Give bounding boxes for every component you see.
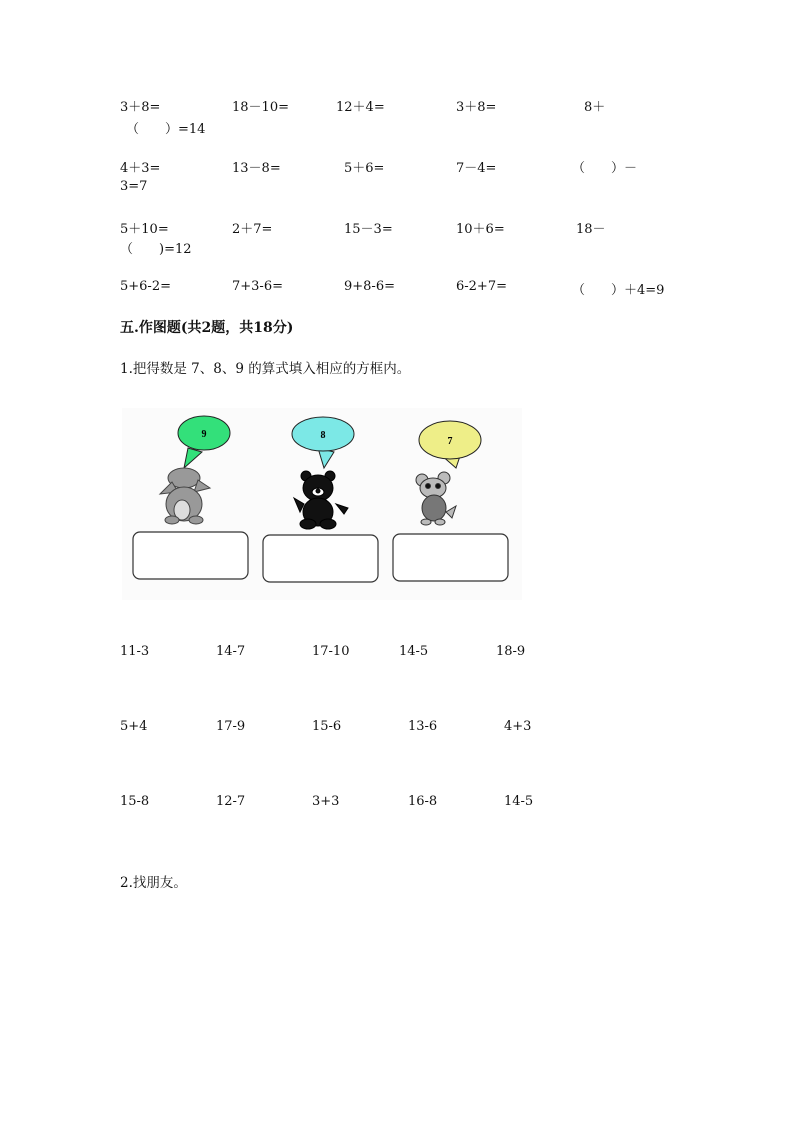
expression: 5+4 bbox=[120, 719, 148, 734]
expression: 17-9 bbox=[216, 719, 246, 734]
answer-box-7[interactable] bbox=[393, 534, 508, 581]
problem: 13－8= bbox=[232, 161, 281, 176]
problem: 12＋4= bbox=[336, 100, 385, 115]
bubble-label: 9 bbox=[201, 429, 207, 440]
problem: 6-2+7= bbox=[456, 279, 507, 294]
problem: 4＋3= bbox=[120, 161, 161, 176]
expression: 12-7 bbox=[216, 794, 246, 809]
expression: 15-8 bbox=[120, 794, 150, 809]
expression: 17-10 bbox=[312, 644, 350, 659]
expression: 4+3 bbox=[504, 719, 532, 734]
bubble-label: 8 bbox=[320, 430, 326, 441]
problem-wrap: （ )=12 bbox=[120, 242, 192, 257]
problem: 5＋6= bbox=[344, 161, 385, 176]
problem: 3＋8= bbox=[120, 100, 161, 115]
problem-wrap: （ ）=14 bbox=[126, 122, 206, 137]
problem: （ ）－ bbox=[572, 161, 638, 176]
section-title: 五.作图题(共2题，共18分) bbox=[120, 320, 294, 336]
question-2: 2.找朋友。 bbox=[120, 875, 187, 891]
problem: （ ）＋4=9 bbox=[572, 283, 665, 298]
problem: 9+8-6= bbox=[344, 279, 395, 294]
animal-illustration bbox=[122, 408, 522, 600]
answer-box-8[interactable] bbox=[263, 535, 378, 582]
expression: 14-5 bbox=[504, 794, 534, 809]
problem: 3＋8= bbox=[456, 100, 497, 115]
problem: 18－10= bbox=[232, 100, 289, 115]
expression: 11-3 bbox=[120, 644, 150, 659]
expression: 14-7 bbox=[216, 644, 246, 659]
expression: 13-6 bbox=[408, 719, 438, 734]
problem: 15－3= bbox=[344, 222, 393, 237]
problem: 8＋ bbox=[584, 100, 606, 115]
problem: 5＋10= bbox=[120, 222, 169, 237]
expression: 3+3 bbox=[312, 794, 340, 809]
expression: 14-5 bbox=[399, 644, 429, 659]
problem: 7+3-6= bbox=[232, 279, 283, 294]
expression: 16-8 bbox=[408, 794, 438, 809]
problem-wrap: 3=7 bbox=[120, 179, 148, 194]
problem: 7－4= bbox=[456, 161, 497, 176]
problem: 2＋7= bbox=[232, 222, 273, 237]
expression: 18-9 bbox=[496, 644, 526, 659]
problem: 10＋6= bbox=[456, 222, 505, 237]
question-1: 1.把得数是 7、8、9 的算式填入相应的方框内。 bbox=[120, 361, 411, 377]
bubble-label: 7 bbox=[447, 436, 453, 447]
problem: 5+6-2= bbox=[120, 279, 171, 294]
answer-box-9[interactable] bbox=[133, 532, 248, 579]
expression: 15-6 bbox=[312, 719, 342, 734]
problem: 18－ bbox=[576, 222, 606, 237]
